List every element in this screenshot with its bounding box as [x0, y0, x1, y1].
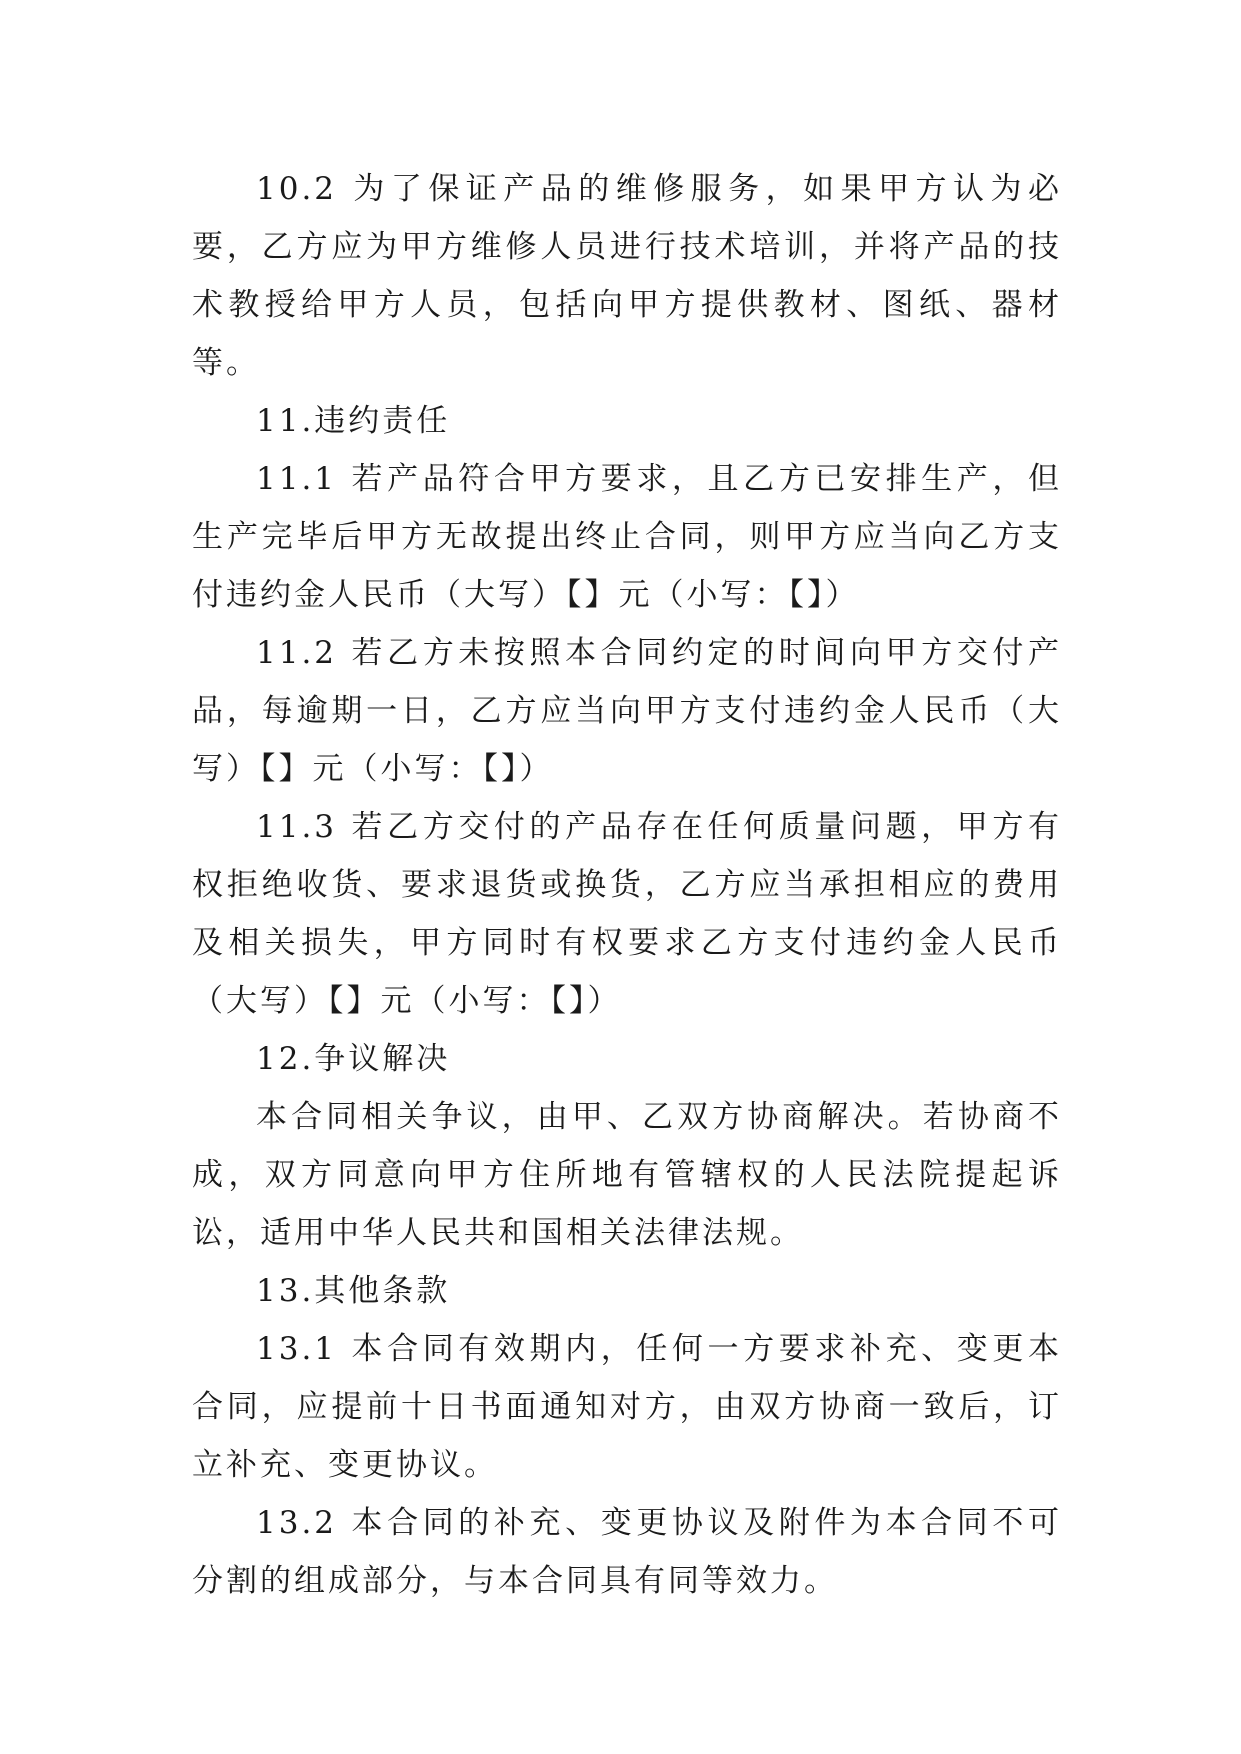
clause-13-2: 13.2 本合同的补充、变更协议及附件为本合同不可分割的组成部分，与本合同具有同等效力。 [192, 1505, 1062, 1599]
contract-body [192, 160, 1062, 1610]
clause-12-body: 本合同相关争议，由甲、乙双方协商解决。若协商不成，双方同意向甲方住所地有管辖权的人民法院提起诉讼，适用中华人民共和国相关法律法规。 [192, 1099, 1062, 1251]
clause-10-2: 10.2 为了保证产品的维修服务，如果甲方认为必要，乙方应为甲方维修人员进行技术培训，并将产品的技术教授给甲方人员，包括向甲方提供教材、图纸、器材等。 [192, 171, 1062, 381]
clause-11-3: 11.3 若乙方交付的产品存在任何质量问题，甲方有权拒绝收货、要求退货或换货，乙方应当承担相应的费用及相关损失，甲方同时有权要求乙方支付违约金人民币（大写）【】元（小写：【】） [192, 809, 1062, 1019]
clause-11-2: 11.2 若乙方未按照本合同约定的时间向甲方交付产品，每逾期一日，乙方应当向甲方支付违约金人民币（大写）【】元（小写：【】） [192, 635, 1062, 787]
section-heading-12: 12.争议解决 [256, 1041, 451, 1077]
section-heading-13: 13.其他条款 [256, 1273, 451, 1309]
clause-11-1: 11.1 若产品符合甲方要求，且乙方已安排生产，但生产完毕后甲方无故提出终止合同，则甲方应当向乙方支付违约金人民币（大写）【】元（小写：【】） [192, 461, 1062, 613]
clause-13-1: 13.1 本合同有效期内，任何一方要求补充、变更本合同，应提前十日书面通知对方，由双方协商一致后，订立补充、变更协议。 [192, 1331, 1062, 1483]
section-heading-11: 11.违约责任 [256, 403, 451, 439]
